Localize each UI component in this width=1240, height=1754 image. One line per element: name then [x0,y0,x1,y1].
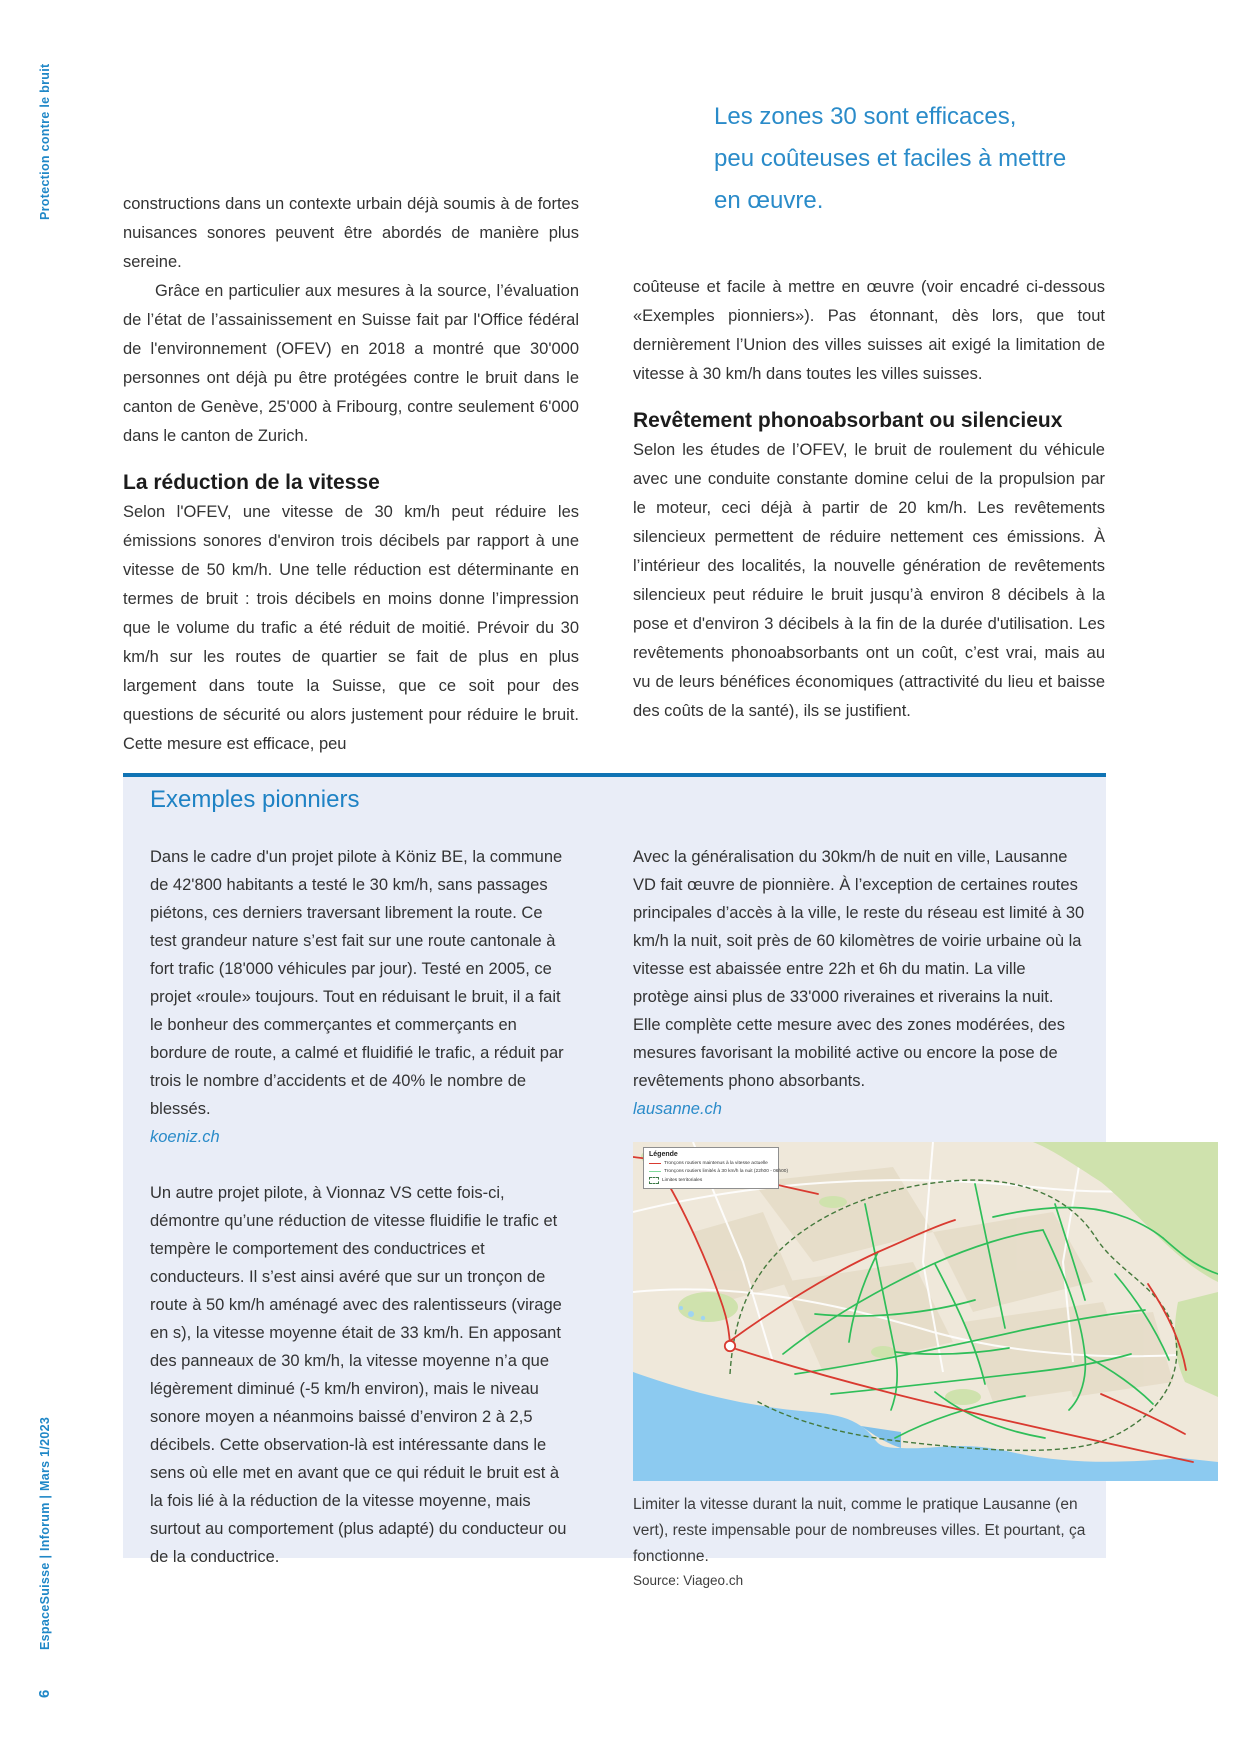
paragraph-assainissement: Grâce en particulier aux mesures à la source, l’évaluation de l’état de l’assainissement en Suisse fait par l'Office fédéral de l'environnement (OFEV) en 2018 a montré que 30'000 personnes ont déjà pu être protégées contre le bruit dans le canton de Genève, 25'000 à Fribourg, contre seulement 6'000 dans le canton de Zurich. [123,282,579,445]
box-right-column [633,843,1085,1151]
legend-item-red: Tronçons routiers maintenus à la vitesse actuelle [649,1161,773,1166]
sidebar-rubric-label: Protection contre le bruit [38,63,52,220]
paragraph-vitesse: Selon l'OFEV, une vitesse de 30 km/h peut réduire les émissions sonores d'environ trois décibels par rapport à une vitesse de 50 km/h. Une telle réduction est déterminante en termes de bruit : trois décibels en moins donne l’impression que le volume du trafic a été réduit de moitié. Prévoir du 30 km/h sur les routes de quartier se fait de plus en plus largement dans toute la Suisse, que ce soit pour des questions de sécurité ou alors justement pour réduire le bruit. Cette mesure est efficace, peu [123,503,579,753]
pull-quote-line: Les zones 30 sont efficaces, [714,103,1017,130]
paragraph-couteuse: coûteuse et facile à mettre en œuvre (voir encadré ci-dessous «Exemples pionniers»). Pas étonnant, dès lors, que tout dernièrement l’Union des villes suisses ait exigé la limitation de vitesse à 30 km/h dans toutes les villes suisses. [633,278,1105,383]
map-legend [643,1147,789,1189]
article-left-column [123,190,579,759]
legend-dashed-boundary-icon [649,1177,659,1184]
legend-item-boundary: Limites territoriales [649,1177,773,1184]
map-caption [633,1492,1093,1591]
section-heading-vitesse: La réduction de la vitesse [123,471,380,494]
section-heading-revetement: Revêtement phonoabsorbant ou silencieux [633,409,1063,432]
paragraph-intro: constructions dans un contexte urbain déjà soumis à de fortes nuisances sonores peuvent être abordés de manière plus sereine. [123,195,579,271]
box-left-column [150,843,570,1571]
lausanne-map-image [633,1142,1218,1481]
paragraph-lausanne: Avec la généralisation du 30km/h de nuit en ville, Lausanne VD fait œuvre de pionnière. À l’exception de certaines routes principales d’accès à la ville, le reste du réseau est limité à 30 km/h la nuit, soit près de 60 kilomètres de voirie urbaine où la vitesse est abaissée entre 22h et 6h du matin. La ville protège ainsi plus de 33'000 riveraines et riverains la nuit. Elle complète cette mesure avec des zones modérées, des mesures favorisant la mobilité active ou encore la pose de revêtements phono absorbants. [633,848,1085,1090]
pull-quote-line: peu coûteuses et faciles à mettre [714,145,1067,172]
map-source: Source: Viageo.ch [633,1573,744,1588]
lausanne-link[interactable]: lausanne.ch [633,1100,722,1118]
page-number: 6 [36,1689,53,1698]
article-right-column [633,273,1105,726]
paragraph-koniz: Dans le cadre d'un projet pilote à Köniz BE, la commune de 42'800 habitants a testé le 30 km/h, sans passages piétons, ces derniers traversant librement la route. Ce test grandeur nature s’est fait sur une route cantonale à fort trafic (18'000 véhicules par jour). Testé en 2005, ce projet «roule» toujours. Tout en réduisant le bruit, il a fait le bonheur des commerçantes et commerçants en bordure de route, a calmé et fluidifié le trafic, a réduit par trois le nombre d’accidents et de 40% le nombre de blessés. [150,848,564,1118]
footer-publication-label: EspaceSuisse | Inforum | Mars 1/2023 [38,1416,52,1650]
legend-line-red-icon [649,1163,661,1164]
map-caption-text: Limiter la vitesse durant la nuit, comme le pratique Lausanne (en vert), reste impensable pour de nombreuses villes. Et pourtant, ça fonctionne. [633,1496,1086,1565]
legend-title: Légende [649,1151,678,1158]
lausanne-map [633,1142,1218,1481]
paragraph-vionnaz: Un autre projet pilote, à Vionnaz VS cette fois-ci, démontre qu’une réduction de vitesse fluidifie le trafic et tempère le comportement des conductrices et conducteurs. Il s’est ainsi avéré que sur un tronçon de route à 50 km/h aménagé avec des ralentisseurs (virage en s), la vitesse moyenne était de 33 km/h. En apposant des panneaux de 30 km/h, la vitesse moyenne n’a que légèrement diminué (-5 km/h environ), mais le niveau sonore moyen a néanmoins baissé d’environ 2 à 2,5 décibels. Cette observation-là est intéressante dans le sens où elle met en avant que ce qui réduit le bruit est à la fois lié à la réduction de la vitesse moyenne, mais surtout au comportement (plus adapté) du conducteur ou de la conductrice. [150,1184,567,1566]
pull-quote-line: en œuvre. [714,187,824,214]
pull-quote [714,96,1066,222]
legend-line-green-icon [649,1171,661,1172]
box-heading: Exemples pionniers [150,786,360,813]
paragraph-revetement: Selon les études de l’OFEV, le bruit de roulement du véhicule avec une conduite constante domine celui de la propulsion par le moteur, ceci déjà à partir de 20 km/h. Les revêtements silencieux permettent de réduire nettement ces émissions. À l’intérieur des localités, la nouvelle génération de revêtements silencieux peut réduire le bruit jusqu’à environ 8 décibels à la pose et d'environ 3 décibels à la fin de la durée d'utilisation. Les revêtements phonoabsorbants ont un coût, c’est vrai, mais au vu de leurs bénéfices économiques (attractivité du lieu et baisse des coûts de la santé), ils se justifient. [633,441,1105,720]
legend-item-green: Tronçons routiers limités à 30 km/h la nuit (22h00 - 06h00) [649,1169,773,1174]
koeniz-link[interactable]: koeniz.ch [150,1128,220,1146]
